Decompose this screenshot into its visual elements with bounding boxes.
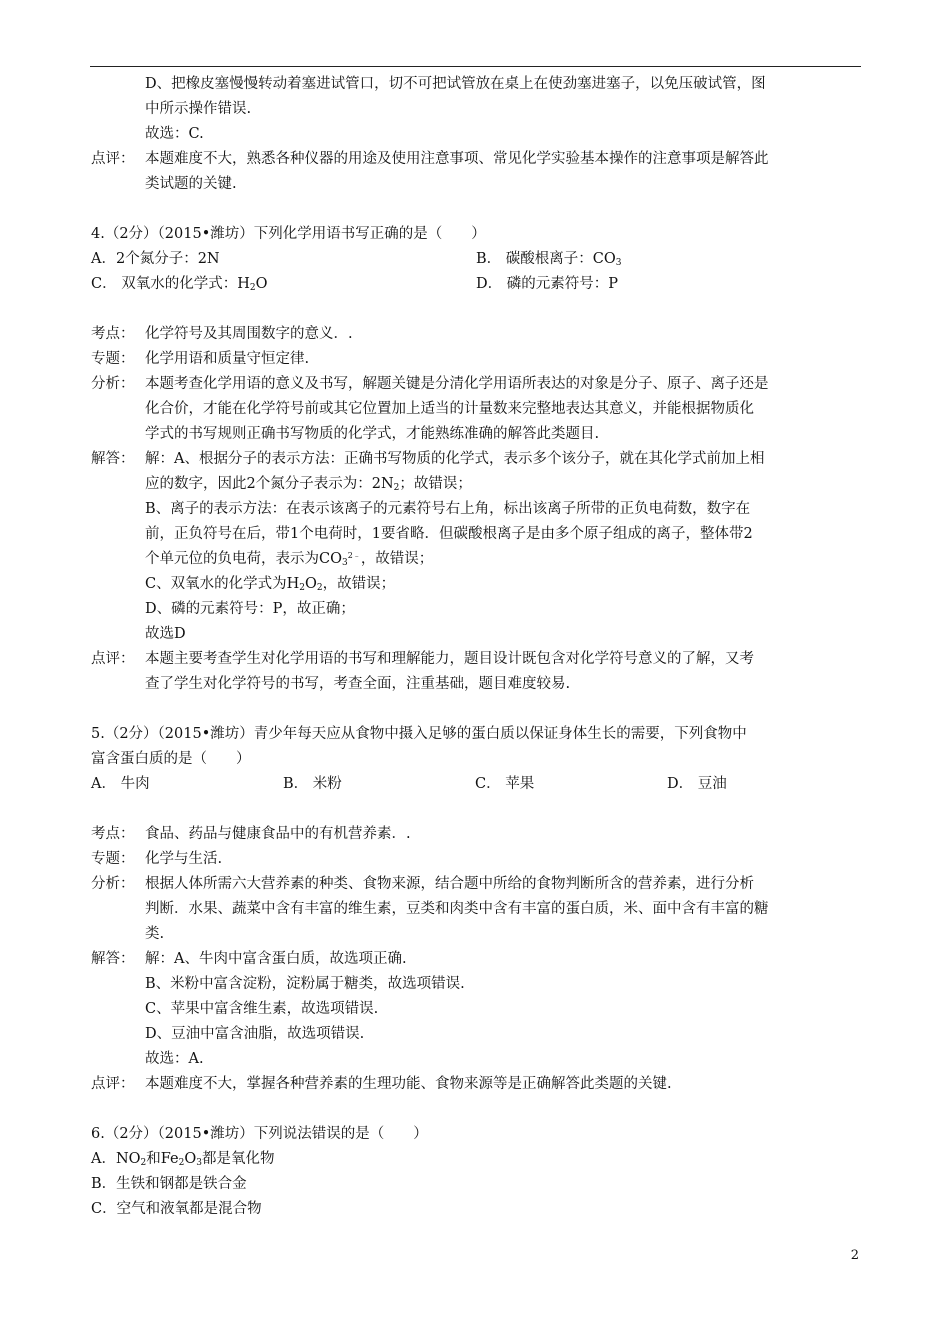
q5-option-a: A． 牛肉 bbox=[91, 776, 150, 792]
q6-stem: 6.（2分）（2015•潍坊）下列说法错误的是（ ） bbox=[91, 1126, 428, 1142]
q5-solution-line2: B、米粉中富含淀粉，淀粉属于糖类，故选项错误. bbox=[145, 976, 465, 992]
q4-solution-line3: B、离子的表示方法：在表示该离子的元素符号右上角，标出该离子所带的正负电荷数，数字在 bbox=[145, 501, 751, 517]
q4-option-b: B． 碳酸根离子：$CO_3$ bbox=[476, 251, 622, 268]
q4-analysis: 分析： 本题考查化学用语的意义及书写，解题关键是分清化学用语所表达的对象是分子、原子、离子还是 bbox=[91, 376, 769, 392]
q4-options-row2 bbox=[91, 272, 861, 297]
document-body bbox=[91, 72, 861, 1222]
q6-option-c: C．空气和液氧都是混合物 bbox=[91, 1201, 262, 1217]
q5-stem-line1: 5.（2分）（2015•潍坊）青少年每天应从食物中摄入足够的蛋白质以保证身体生长的需要，下列食物中 bbox=[91, 726, 747, 742]
prev-answer-d-line2: 中所示操作错误. bbox=[145, 101, 252, 117]
q4-kaodian: 考点： 化学符号及其周围数字的意义．. bbox=[91, 326, 353, 342]
page-number: 2 bbox=[850, 1248, 859, 1263]
q5-solution-line4: D、豆油中富含油脂，故选项错误. bbox=[145, 1026, 365, 1042]
prev-comment-line1: 本题难度不大，熟悉各种仪器的用途及使用注意事项、常见化学实验基本操作的注意事项是解答此 bbox=[145, 151, 769, 167]
q6-option-a: A．$NO_2$和$Fe_2O_3$都是氧化物 bbox=[91, 1151, 275, 1168]
q4-solution-line7: D、磷的元素符号：P，故正确； bbox=[145, 601, 355, 617]
q5-analysis-line2: 判断．水果、蔬菜中含有丰富的维生素，豆类和肉类中含有丰富的蛋白质，米、面中含有丰富的糖 bbox=[145, 901, 769, 917]
q5-analysis: 分析： 根据人体所需六大营养素的种类、食物来源，结合题中所给的食物判断所含的营养素，进行分析 bbox=[91, 876, 754, 892]
prev-answer-d-line1: D、把橡皮塞慢慢转动着塞进试管口，切不可把试管放在桌上在使劲塞进塞子，以免压破试管，图 bbox=[145, 76, 766, 92]
q5-options bbox=[91, 772, 861, 797]
q4-solution-line2: 应的数字，因此2个氮分子表示为：$2N_2$；故错误； bbox=[145, 476, 472, 493]
q4-solution-line5: 个单元位的负电荷，表示为$CO_3^{2﹣}$，故错误； bbox=[145, 551, 434, 568]
q5-comment: 点评： 本题难度不大，掌握各种营养素的生理功能、食物来源等是正确解答此类题的关键. bbox=[91, 1076, 672, 1092]
q5-solution: 解答： 解：A、牛肉中富含蛋白质，故选项正确. bbox=[91, 951, 407, 967]
prev-selection: 故选：C. bbox=[145, 126, 204, 142]
q4-solution: 解答： 解：A、根据分子的表示方法：正确书写物质的化学式，表示多个该分子，就在其化学式前加上相 bbox=[91, 451, 765, 467]
q4-solution-line6: C、双氧水的化学式为$H_2O_2$，故错误； bbox=[145, 576, 396, 593]
q4-solution-line8: 故选D bbox=[145, 626, 186, 642]
q4-stem: 4.（2分）（2015•潍坊）下列化学用语书写正确的是（ ） bbox=[91, 226, 486, 242]
q4-comment: 点评： 本题主要考查学生对化学用语的书写和理解能力，题目设计既包含对化学符号意义的了解，又考 bbox=[91, 651, 754, 667]
q6-option-b: B．生铁和钢都是铁合金 bbox=[91, 1176, 247, 1192]
q5-solution-line3: C、苹果中富含维生素，故选项错误. bbox=[145, 1001, 379, 1017]
q5-stem-line2: 富含蛋白质的是（ ） bbox=[91, 751, 251, 767]
q5-analysis-line3: 类. bbox=[145, 926, 165, 942]
prev-comment bbox=[91, 147, 861, 172]
q4-option-c: C． 双氧水的化学式：$H_2O$ bbox=[91, 276, 268, 293]
q5-option-b: B． 米粉 bbox=[283, 776, 342, 792]
q5-zhuanti: 专题： 化学与生活. bbox=[91, 851, 223, 867]
q4-analysis-line2: 化合价，才能在化学符号前或其它位置加上适当的计量数来完整地表达其意义，并能根据物质化 bbox=[145, 401, 754, 417]
q4-solution-line4: 前，正负符号在后，带1个电荷时，1要省略．但碳酸根离子是由多个原子组成的离子，整体带2 bbox=[145, 526, 753, 542]
q5-option-c: C． 苹果 bbox=[475, 776, 535, 792]
q4-zhuanti: 专题： 化学用语和质量守恒定律. bbox=[91, 351, 310, 367]
q5-solution-line5: 故选：A. bbox=[145, 1051, 204, 1067]
q4-option-a: A．2个氮分子：2N bbox=[91, 251, 220, 267]
q4-options-row1 bbox=[91, 247, 861, 272]
prev-comment-line2: 类试题的关键. bbox=[145, 176, 237, 192]
q4-comment-line2: 查了学生对化学符号的书写，考查全面，注重基础，题目难度较易. bbox=[145, 676, 571, 692]
q4-option-d: D． 磷的元素符号：P bbox=[476, 276, 618, 292]
prev-comment-label: 点评： bbox=[91, 151, 135, 167]
header-rule bbox=[90, 66, 861, 67]
q5-kaodian: 考点： 食品、药品与健康食品中的有机营养素．. bbox=[91, 826, 411, 842]
q4-analysis-line3: 学式的书写规则正确书写物质的化学式，才能熟练准确的解答此类题目. bbox=[145, 426, 600, 442]
q5-option-d: D． 豆油 bbox=[667, 776, 727, 792]
